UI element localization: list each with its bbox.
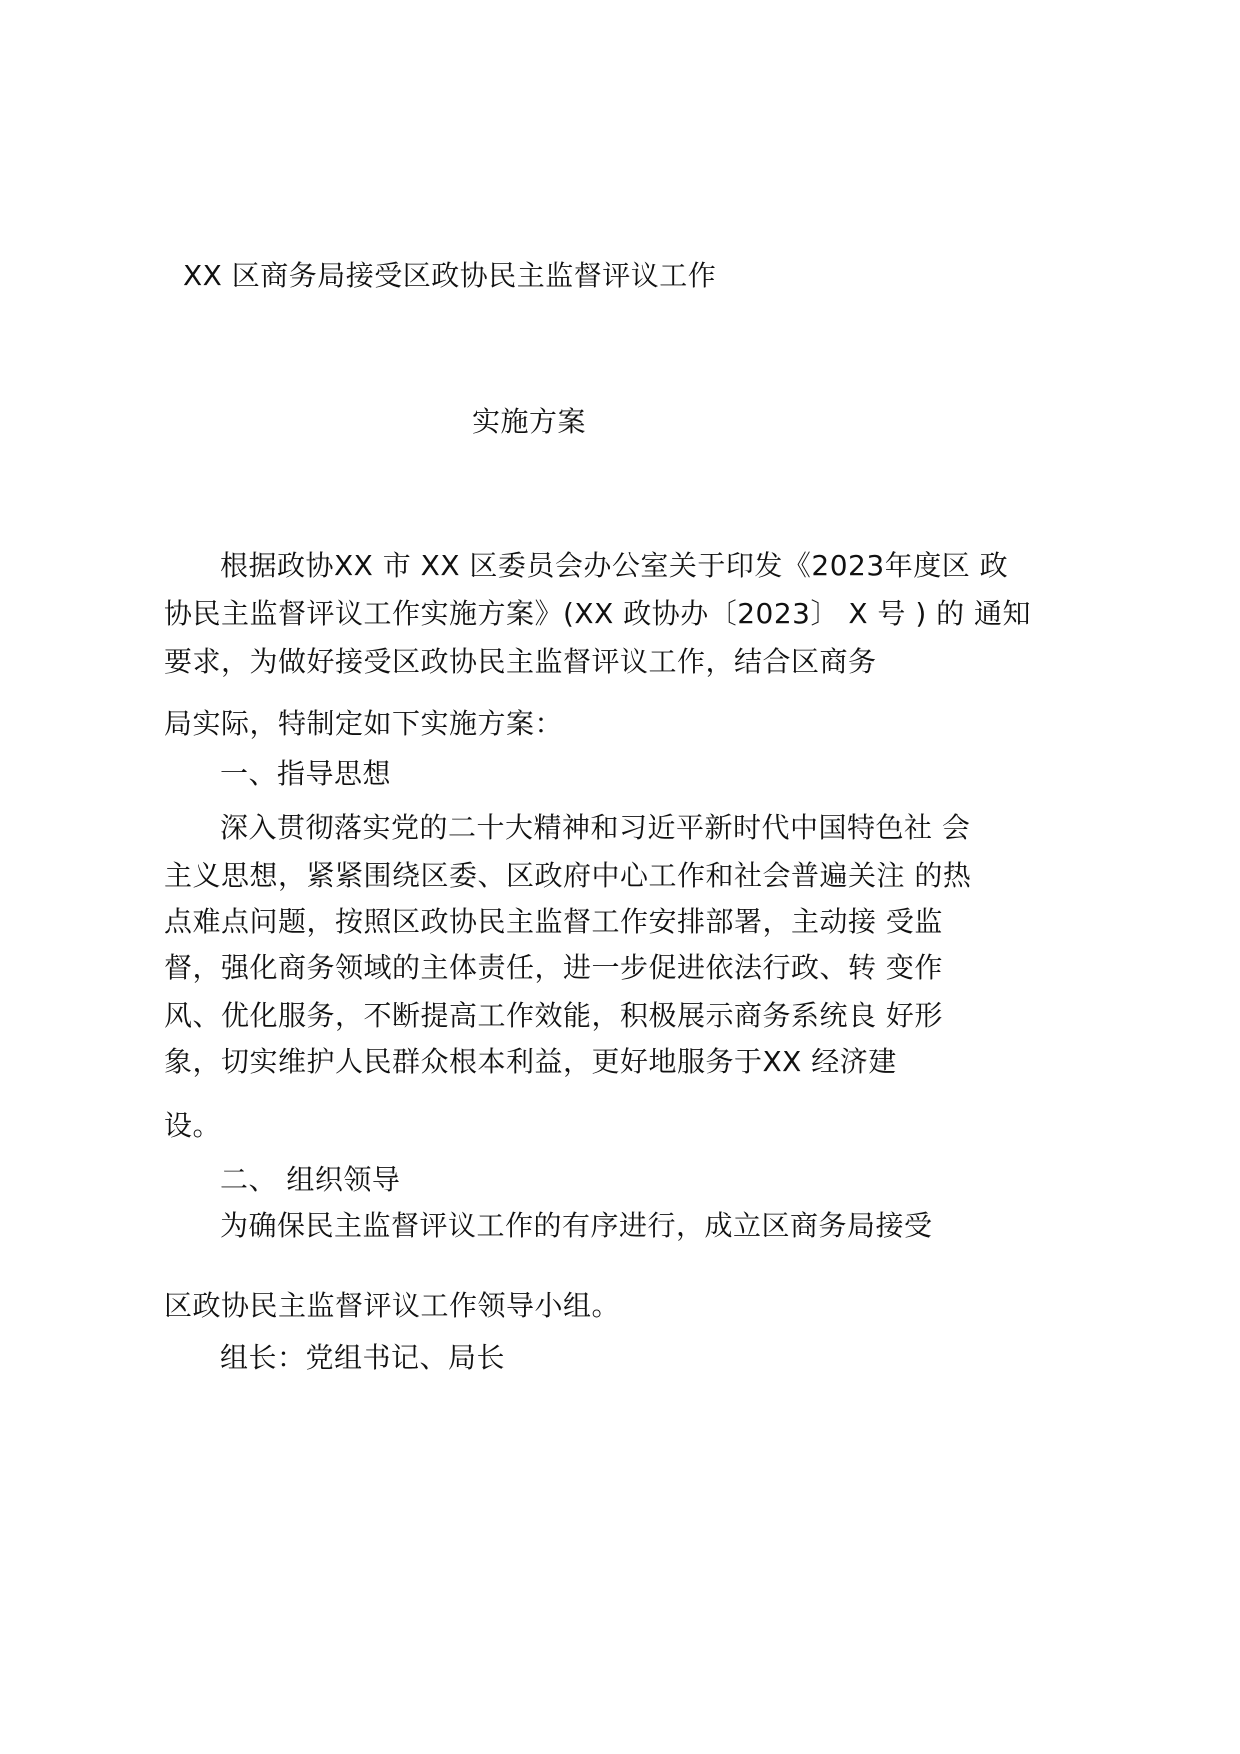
paragraph-line: 组长：党组书记、局长 (220, 1341, 506, 1374)
paragraph-line: 要求，为做好接受区政协民主监督评议工作，结合区商务 (164, 645, 877, 678)
paragraph-line: 协民主监督评议工作实施方案》(XX 政协办〔2023〕 X 号 ) 的 通知 (164, 597, 1032, 630)
document-title: XX 区商务局接受区政协民主监督评议工作 (183, 259, 717, 292)
paragraph-line: 区政协民主监督评议工作领导小组。 (164, 1289, 621, 1322)
paragraph-line: 根据政协XX 市 XX 区委员会办公室关于印发《2023年度区 政 (220, 549, 1009, 582)
paragraph-line: 为确保民主监督评议工作的有序进行，成立区商务局接受 (220, 1209, 933, 1242)
paragraph-line: 风、优化服务，不断提高工作效能，积极展示商务系统良 好形 (164, 999, 943, 1032)
paragraph-line: 主义思想，紧紧围绕区委、区政府中心工作和社会普遍关注 的热 (164, 859, 972, 892)
paragraph-line: 督，强化商务领域的主体责任，进一步促进依法行政、转 变作 (164, 951, 943, 984)
paragraph-line: 点难点问题，按照区政协民主监督工作安排部署，主动接 受监 (164, 905, 943, 938)
paragraph-line: 局实际，特制定如下实施方案： (164, 707, 564, 740)
document-subtitle: 实施方案 (472, 405, 587, 438)
paragraph-line: 象，切实维护人民群众根本利益，更好地服务于XX 经济建 (164, 1045, 897, 1078)
paragraph-line: 设。 (164, 1109, 222, 1142)
section-heading: 二、 组织领导 (220, 1163, 401, 1196)
section-heading: 一、指导思想 (220, 757, 392, 790)
paragraph-line: 深入贯彻落实党的二十大精神和习近平新时代中国特色社 会 (220, 811, 971, 844)
